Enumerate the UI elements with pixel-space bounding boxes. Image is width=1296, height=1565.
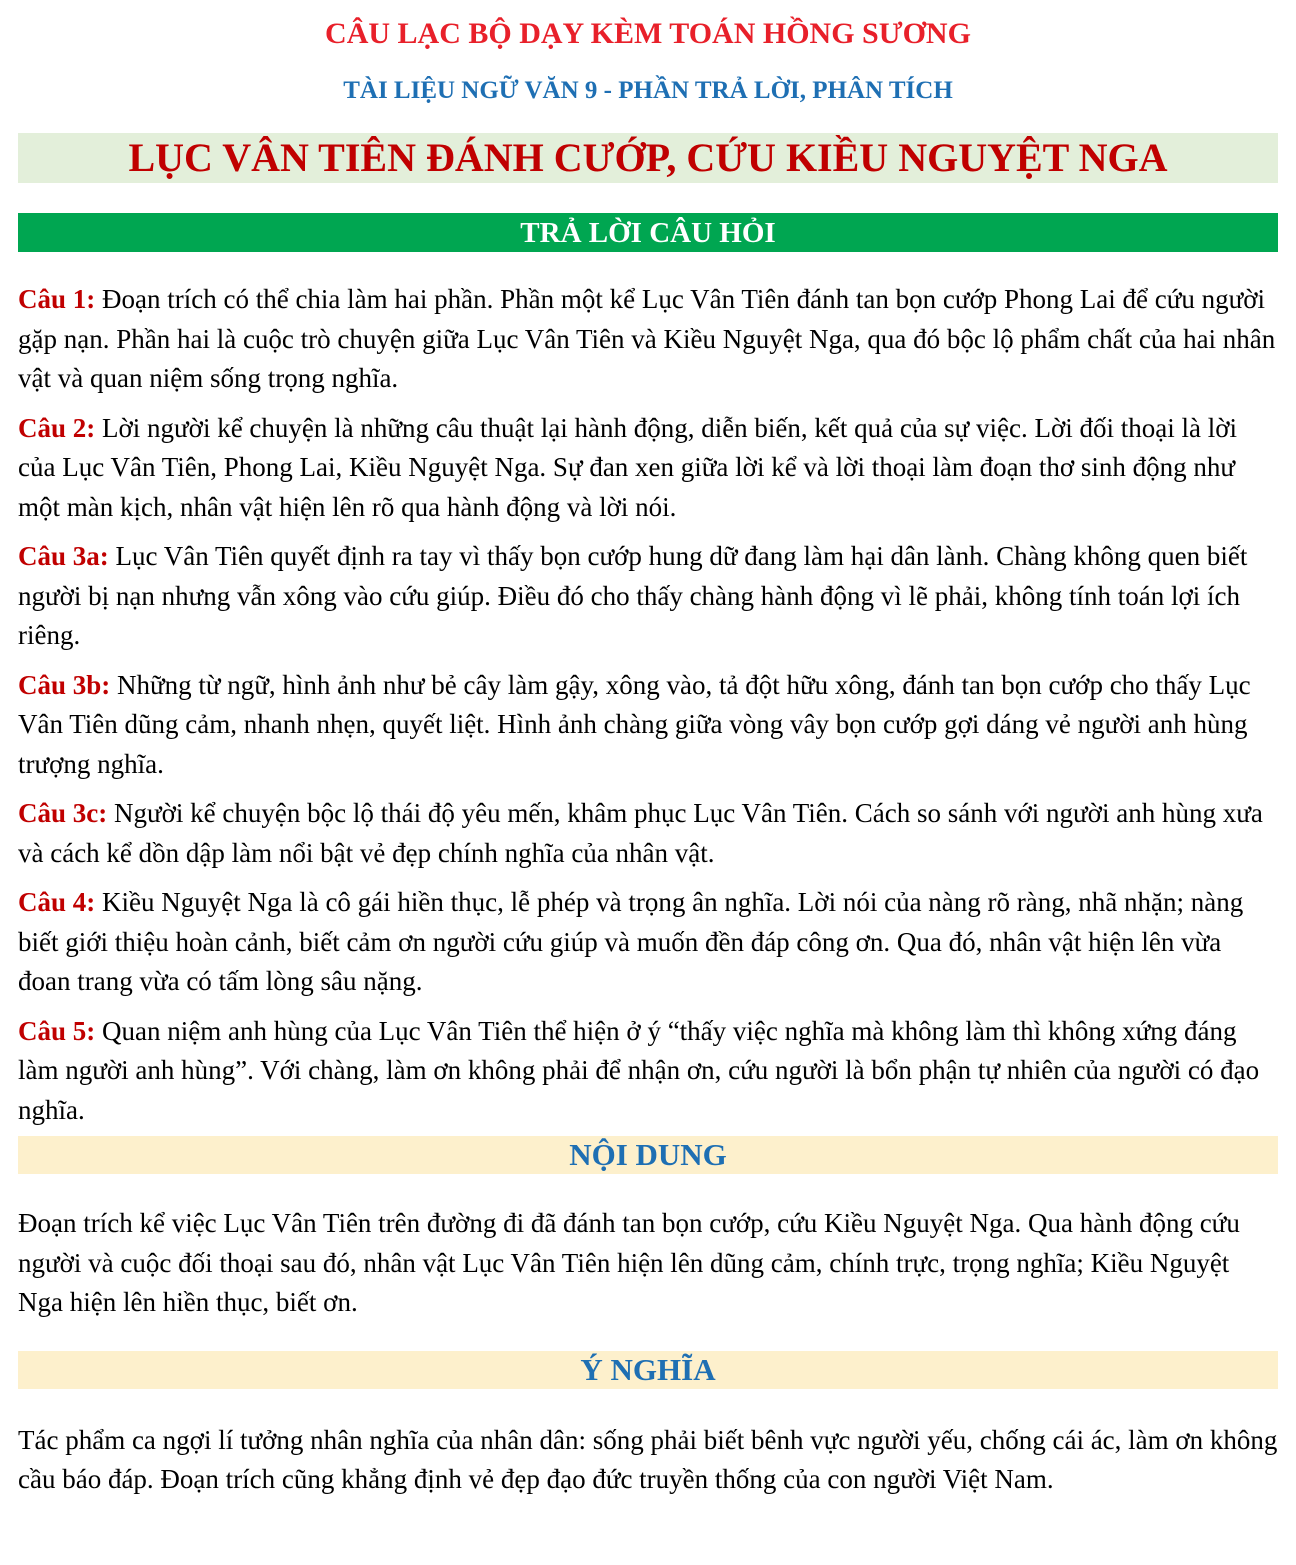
answer-text: Người kể chuyện bộc lộ thái độ yêu mến, khâm phục Lục Vân Tiên. Cách so sánh với người anh hùng xưa và cách kể dồn dập làm nổi bật vẻ đẹp chính nghĩa của nhân vật. (18, 798, 1263, 868)
question-label: Câu 5: (18, 1015, 96, 1046)
meaning-section-title: Ý NGHĨA (580, 1351, 716, 1387)
answer-item (18, 1012, 1278, 1131)
content-section-title: NỘI DUNG (569, 1137, 727, 1172)
question-label: Câu 3a: (18, 541, 109, 571)
answer-text: Những từ ngữ, hình ảnh như bẻ cây làm gậy, xông vào, tả đột hữu xông, đánh tan bọn cướp cho thấy Lục Vân Tiên dũng cảm, nhanh nhẹn, quyết liệt. Hình ảnh chàng giữa vòng vây bọn cướp gợi dáng vẻ người anh hùng trượng nghĩa. (18, 669, 1251, 779)
question-label: Câu 1: (18, 284, 96, 314)
document-page (18, 0, 1278, 1500)
meaning-section-header (18, 1351, 1278, 1389)
question-label: Câu 3c: (18, 798, 108, 828)
question-label: Câu 2: (18, 412, 96, 443)
content-section-header (18, 1136, 1278, 1174)
answer-text: Quan niệm anh hùng của Lục Vân Tiên thể hiện ở ý “thấy việc nghĩa mà không làm thì không xứng đáng làm người anh hùng”. Với chàng, làm ơn không phải để nhận ơn, cứu người là bổn phận tự nhiên của người có đạo nghĩa. (18, 1015, 1260, 1125)
answers-list (18, 280, 1278, 1130)
question-label: Câu 4: (18, 887, 96, 917)
answer-text: Kiều Nguyệt Nga là cô gái hiền thục, lễ phép và trọng ân nghĩa. Lời nói của nàng rõ ràng, nhã nhặn; nàng biết giới thiệu hoàn cảnh, biết cảm ơn người cứu giúp và muốn đền đáp công ơn. Qua đó, nhân vật hiện lên vừa đoan trang vừa có tấm lòng sâu nặng. (18, 887, 1244, 996)
club-title: CÂU LẠC BỘ DẠY KÈM TOÁN HỒNG SƯƠNG (325, 17, 971, 50)
content-paragraph: Đoạn trích kể việc Lục Vân Tiên trên đường đi đã đánh tan bọn cướp, cứu Kiều Nguyệt Nga. Qua hành động cứu người và cuộc đối thoại sau đó, nhân vật Lục Vân Tiên hiện lên dũng cảm, chính trực, trọng nghĩa; Kiều Nguyệt Nga hiện lên hiền thục, biết ơn. (18, 1208, 1240, 1317)
answer-item (18, 280, 1278, 399)
answer-text: Đoạn trích có thể chia làm hai phần. Phần một kể Lục Vân Tiên đánh tan bọn cướp Phong Lai để cứu người gặp nạn. Phần hai là cuộc trò chuyện giữa Lục Vân Tiên và Kiều Nguyệt Nga, qua đó bộc lộ phẩm chất của hai nhân vật và quan niệm sống trọng nghĩa. (18, 284, 1276, 393)
lesson-title: LỤC VÂN TIÊN ĐÁNH CƯỚP, CỨU KIỀU NGUYỆT NGA (128, 135, 1168, 180)
lesson-title-banner (18, 133, 1278, 183)
question-label: Câu 3b: (18, 669, 111, 700)
answers-section-title: TRẢ LỜI CÂU HỎI (520, 216, 776, 249)
answer-item (18, 794, 1278, 873)
answers-section-header (18, 213, 1278, 252)
answer-text: Lời người kể chuyện là những câu thuật lại hành động, diễn biến, kết quả của sự việc. Lời đối thoại là lời của Lục Vân Tiên, Phong Lai, Kiều Nguyệt Nga. Sự đan xen giữa lời kể và lời thoại làm đoạn thơ sinh động như một màn kịch, nhân vật hiện lên rõ qua hành động và lời nói. (18, 412, 1237, 522)
answer-item (18, 666, 1278, 785)
answer-item (18, 883, 1278, 1002)
answer-text: Lục Vân Tiên quyết định ra tay vì thấy bọn cướp hung dữ đang làm hại dân lành. Chàng không quen biết người bị nạn nhưng vẫn xông vào cứu giúp. Điều đó cho thấy chàng hành động vì lẽ phải, không tính toán lợi ích riêng. (18, 541, 1248, 650)
document-subtitle: TÀI LIỆU NGỮ VĂN 9 - PHẦN TRẢ LỜI, PHÂN TÍCH (343, 77, 953, 104)
answer-item (18, 409, 1278, 528)
answer-item (18, 537, 1278, 656)
meaning-paragraph: Tác phẩm ca ngợi lí tưởng nhân nghĩa của nhân dân: sống phải biết bênh vực người yếu, chống cái ác, làm ơn không cầu báo đáp. Đoạn trích cũng khẳng định vẻ đẹp đạo đức truyền thống của con người Việt Nam. (18, 1424, 1278, 1494)
